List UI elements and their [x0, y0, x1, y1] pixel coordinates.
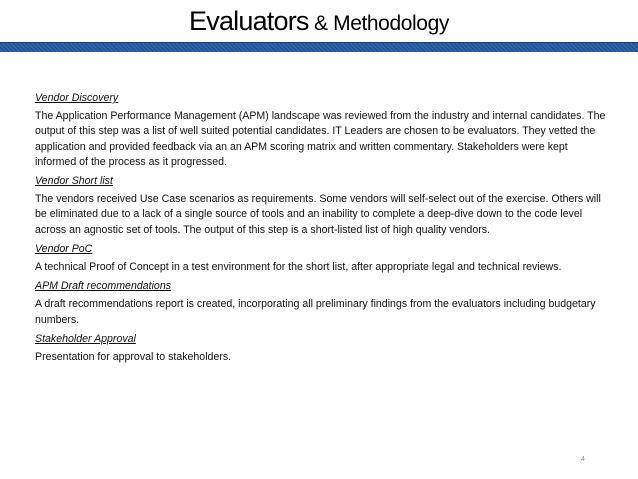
section-vendor-short-list [35, 174, 610, 238]
header-bar [0, 42, 638, 52]
slide-content [35, 91, 610, 369]
section-heading: Stakeholder Approval [35, 332, 136, 345]
slide-title-main: Evaluators [189, 6, 309, 36]
slide-title-rest: & Methodology [308, 12, 449, 35]
section-vendor-discovery [35, 91, 610, 170]
section-body: The Application Performance Management (APM) landscape was reviewed from the industry and internal candidates. The output of this step was a list of well suited potential candidates. IT Leaders are chosen to be evaluators. They vetted the application and provided feedback via an an APM scoring matrix and written commentary. Stakeholders were kept informed of the process as it progressed. [35, 110, 606, 168]
section-body: Presentation for approval to stakeholders. [35, 351, 232, 364]
section-body: A draft recommendations report is created, incorporating all preliminary findings from the evaluators including budgetary numbers. [35, 298, 596, 326]
section-heading: Vendor Short list [35, 175, 113, 188]
section-apm-draft-recommendations [35, 279, 610, 328]
section-heading: APM Draft recommendations [35, 280, 172, 293]
section-stakeholder-approval [35, 332, 610, 365]
section-heading: Vendor PoC [35, 242, 93, 255]
section-heading: Vendor Discovery [35, 92, 119, 104]
page-number: 4 [581, 456, 585, 463]
section-body: A technical Proof of Concept in a test environment for the short list, after appropriate legal and technical reviews. [35, 261, 562, 274]
section-body: The vendors received Use Case scenarios as requirements. Some vendors will self-select out of the exercise. Others will be eliminated due to a lack of a single source of tools and an inability to complete a deep-dive down to the code level across an agnostic set of tools. The output of this step is a short-listed list of high quality vendors. [35, 193, 601, 236]
slide-title [0, 3, 638, 44]
section-vendor-poc [35, 242, 610, 275]
